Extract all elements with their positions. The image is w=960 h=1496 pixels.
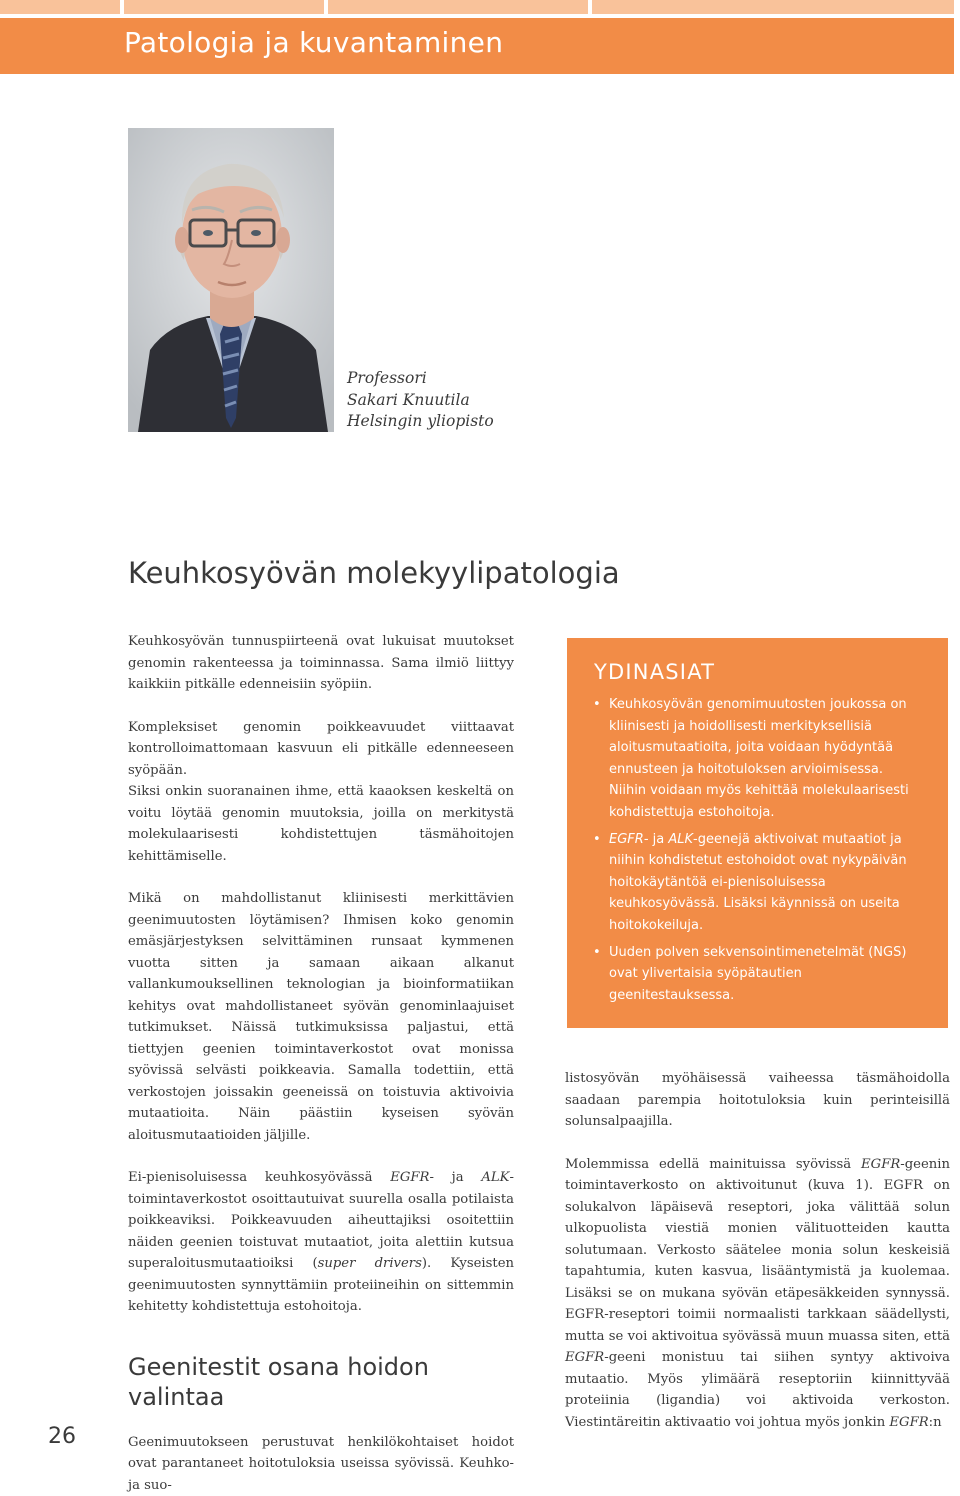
author-affiliation: Helsingin yliopisto [347, 411, 494, 433]
paragraph: Geenimuutokseen perustuvat henkilökohtaiset hoidot ovat parantaneet hoitotuloksia useissa syövissä. Keuhko- ja suo- [128, 1432, 514, 1496]
paragraph-egfr-alk: Ei-pienisoluisessa keuhkosyövässä EGFR- ja ALK-toimintaverkostot osoittautuivat suurella osalla potilaista poikkeaviksi. Poikkeavuuden aiheuttajiksi osoitettiin näiden geenien toistuvat mutaatiot, joita alettiin kutsua superaloitusmutaatioiksi (super drivers). Kyseisten geenimuutosten synnyttämiin proteiineihin on sittemmin kehitetty kohdistettuja estohoitoja. [128, 1167, 514, 1318]
header-strip [124, 0, 324, 14]
author-name: Sakari Knuutila [347, 390, 494, 412]
paragraph: Mikä on mahdollistanut kliinisesti merkittävien geenimuutosten löytämisen? Ihmisen koko genomin emäsjärjestyksen selvittäminen runsaat kymmenen vuotta sitten ja samaan aikaan alkanut vallankumouksellinen teknologian ja bioinformatiikan kehitys ovat mahdollistaneet syövän genominlaajuiset tutkimukset. Näissä tutkimuksissa paljastui, että tiettyjen geenien toimintaverkostot ovat monissa syövissä selvästi poikkeavia. Samalla todettiin, että verkostojen joissakin geeneissä on toistuvia aktivoivia mutaatioita. Näin päästiin kyseisen syövän aloitusmutaatioiden jäljille. [128, 888, 514, 1146]
bullet-icon: • [593, 694, 601, 716]
subsection-title: Geenitestit osana hoidon valintaa [128, 1352, 514, 1412]
paragraph-egfr: Molemmissa edellä mainituissa syövissä EGFR-geenin toimintaverkosto on aktivoitunut (kuva 1). EGFR on solukalvon läpäisevä reseptori, joka välittää solun ulkopuolista viestiä monien välituotteiden kautta solutumaan. Verkosto säätelee monia solun keskeisiä tapahtumia, kuten kasvua, lisääntymistä ja kuolemaa. Lisäksi se on mukana syövän etäpesäkkeiden synnyssä. EGFR-reseptori toimii normaalisti tarkkaan säädellysti, mutta se voi aktivoitua syövässä muun muassa siten, että EGFR-geeni monistuu tai siihen syntyy aktivoiva mutaatio. Myös ylimäärä reseptoriin kiinnittyvää proteiinia (ligandia) voi aktivoida verkoston. Viestintäreitin aktivaatio voi johtua myös jonkin EGFR:n [565, 1154, 950, 1434]
paragraph: Kompleksiset genomin poikkeavuudet viittaavat kontrolloimattomaan kasvuun eli pitkälle edenneeseen syöpään. [128, 717, 514, 782]
header-strip [328, 0, 588, 14]
paragraph: Keuhkosyövän tunnuspiirteenä ovat lukuisat muutokset genomin rakenteessa ja toiminnassa. Sama ilmiö liittyy kaikkiin pitkälle edenneisiin syöpiin. [128, 631, 514, 696]
section-title: Patologia ja kuvantaminen [124, 26, 503, 59]
header-strip [592, 0, 954, 14]
author-photo [128, 128, 334, 432]
page-number-bar [0, 1413, 20, 1453]
right-column [565, 1068, 950, 1433]
key-points-box [567, 638, 948, 1028]
key-point: • Keuhkosyövän genomimuutosten joukossa on kliinisesti ja hoidollisesti merkityksellisiä aloitusmutaatioita, joita voidaan hyödyntää ennusteen ja hoitotuloksen arvioimisessa. Niihin voidaan myös kehittää molekulaarisesti kohdistettuja estohoitoja. [593, 694, 923, 824]
key-points-list [593, 694, 923, 1011]
article-title: Keuhkosyövän molekyylipatologia [128, 556, 620, 590]
paragraph: Siksi onkin suoranainen ihme, että kaaoksen keskeltä on voitu löytää genomin muutoksia, joilla on merkitystä molekulaarisesti kohdistettujen täsmähoitojen kehittämiselle. [128, 781, 514, 867]
key-point: • EGFR- ja ALK-geenejä aktivoivat mutaatiot ja niihin kohdistetut estohoidot ovat nykypäivän hoitokäytäntöä ei-pienisoluisessa keuhkosyövässä. Lisäksi käynnissä on useita hoitokokeiluja. [593, 829, 923, 937]
left-column [128, 631, 514, 1496]
subsection [128, 1352, 514, 1496]
page-number: 26 [48, 1424, 76, 1449]
author-caption [347, 368, 494, 433]
paragraph: listosyövän myöhäisessä vaiheessa täsmähoidolla saadaan parempia hoitotuloksia kuin perinteisillä solunsalpaajilla. [565, 1068, 950, 1133]
author-title: Professori [347, 368, 494, 390]
section-banner [0, 18, 954, 74]
key-point: • Uuden polven sekvensointimenetelmät (NGS) ovat ylivertaisia syöpätautien geenitestauksessa. [593, 942, 923, 1007]
bullet-icon: • [593, 942, 601, 964]
key-points-title: YDINASIAT [594, 660, 715, 684]
bullet-icon: • [593, 829, 601, 851]
header-strip [0, 0, 120, 14]
